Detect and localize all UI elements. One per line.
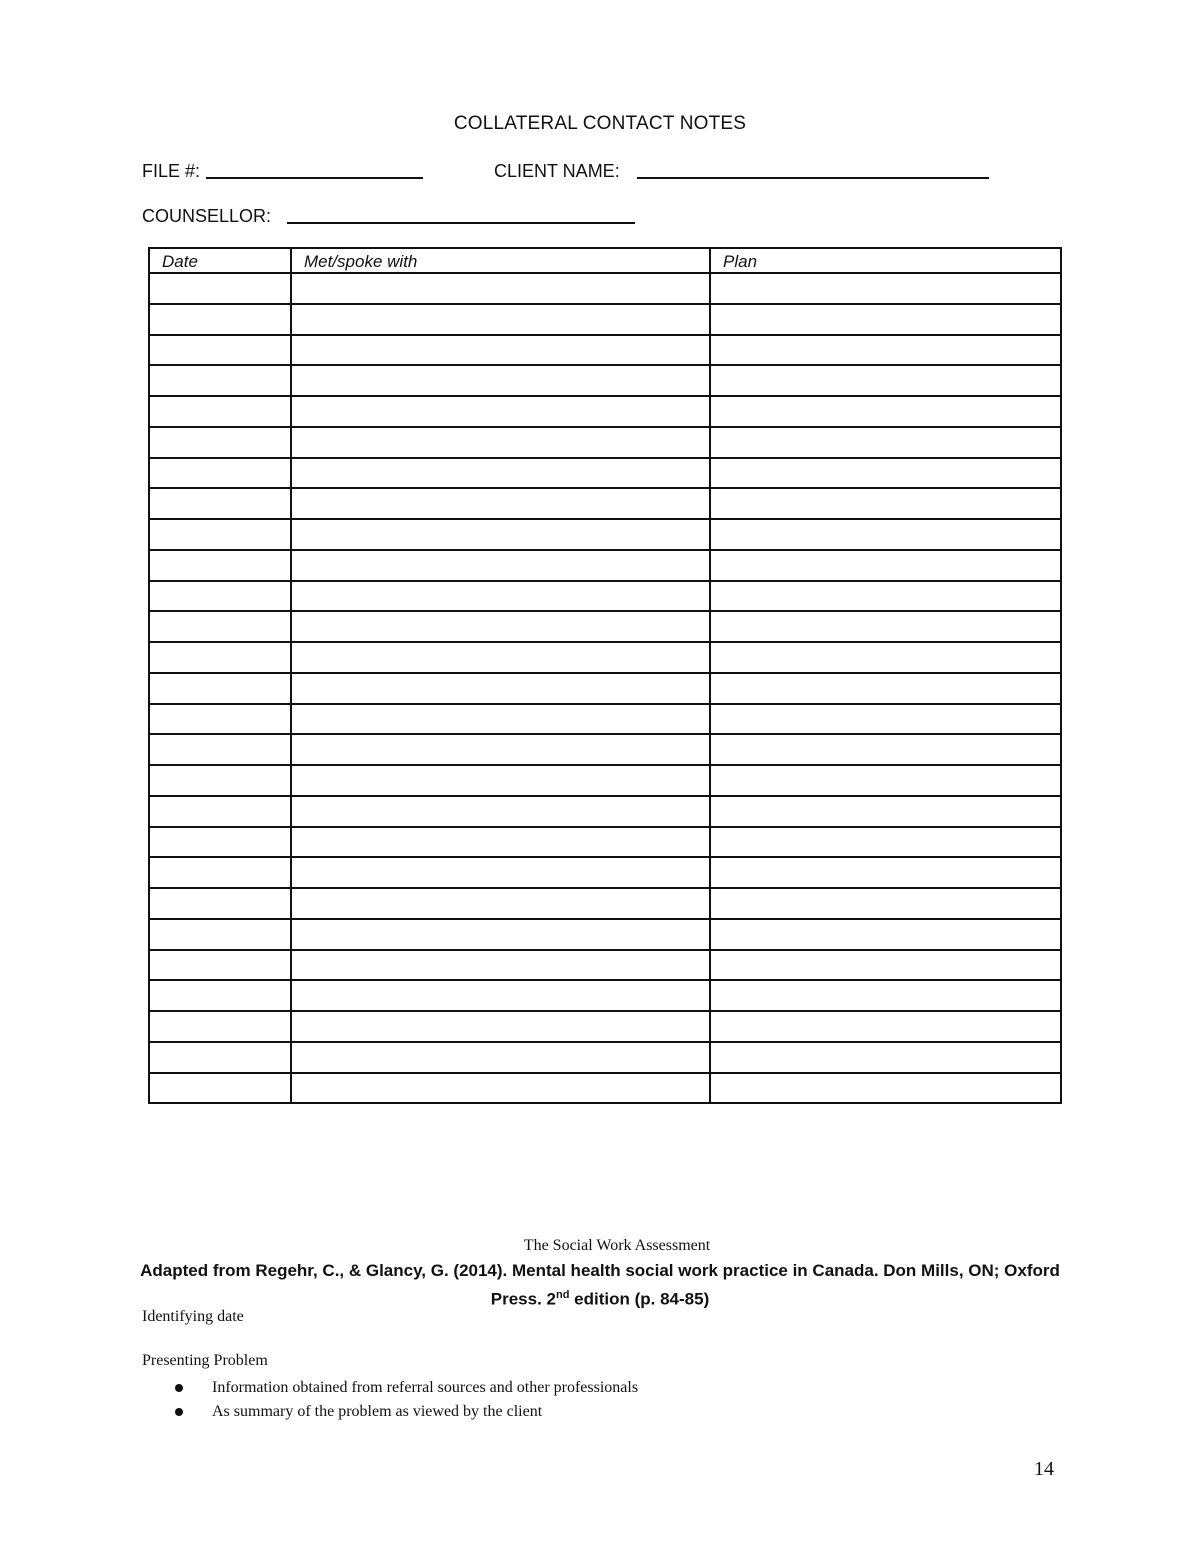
table-row [149,642,1061,673]
met-spoke-with-cell[interactable] [291,734,710,765]
table-row [149,827,1061,858]
column-header-date: Date [149,248,291,273]
list-item-text: As summary of the problem as viewed by the client [212,1403,543,1420]
table-row [149,304,1061,335]
list-item [142,1376,638,1400]
met-spoke-with-cell[interactable] [291,919,710,950]
met-spoke-with-cell[interactable] [291,642,710,673]
file-number-field[interactable] [206,177,423,179]
met-spoke-with-cell[interactable] [291,581,710,612]
date-cell[interactable] [149,919,291,950]
date-cell[interactable] [149,1042,291,1073]
table-row [149,365,1061,396]
client-name-label: CLIENT NAME: [494,161,620,181]
met-spoke-with-cell[interactable] [291,857,710,888]
plan-cell[interactable] [710,765,1061,796]
plan-cell[interactable] [710,611,1061,642]
plan-cell[interactable] [710,1073,1061,1104]
plan-cell[interactable] [710,734,1061,765]
plan-cell[interactable] [710,1042,1061,1073]
date-cell[interactable] [149,611,291,642]
plan-cell[interactable] [710,642,1061,673]
table-body [149,273,1061,1103]
table-row [149,888,1061,919]
form-title: COLLATERAL CONTACT NOTES [453,113,747,134]
date-cell[interactable] [149,673,291,704]
date-cell[interactable] [149,458,291,489]
date-cell[interactable] [149,734,291,765]
citation-superscript: nd [555,1289,570,1301]
met-spoke-with-cell[interactable] [291,888,710,919]
file-number-label: FILE #: [142,161,201,181]
met-spoke-with-cell[interactable] [291,519,710,550]
date-cell[interactable] [149,857,291,888]
date-cell[interactable] [149,427,291,458]
plan-cell[interactable] [710,396,1061,427]
date-cell[interactable] [149,273,291,304]
citation-line-2 [140,1283,1060,1312]
table-row [149,1073,1061,1104]
met-spoke-with-cell[interactable] [291,704,710,735]
contact-notes-table [148,247,1062,1104]
citation-line-1: Adapted from Regehr, C., & Glancy, G. (2014). Mental health social work practice in Canada. Don Mills, ON; Oxford [140,1261,1060,1280]
plan-cell[interactable] [710,888,1061,919]
page-number: 14 [1034,1458,1054,1480]
date-cell[interactable] [149,980,291,1011]
date-cell[interactable] [149,765,291,796]
date-cell[interactable] [149,1011,291,1042]
plan-cell[interactable] [710,273,1061,304]
date-cell[interactable] [149,581,291,612]
date-cell[interactable] [149,642,291,673]
date-cell[interactable] [149,1073,291,1104]
plan-cell[interactable] [710,488,1061,519]
plan-cell[interactable] [710,365,1061,396]
counsellor-label: COUNSELLOR: [142,206,272,226]
presenting-problem-list [142,1376,638,1424]
met-spoke-with-cell[interactable] [291,335,710,366]
plan-cell[interactable] [710,796,1061,827]
citation [140,1258,1060,1312]
plan-cell[interactable] [710,857,1061,888]
plan-cell[interactable] [710,427,1061,458]
table-row [149,396,1061,427]
met-spoke-with-cell[interactable] [291,1042,710,1073]
date-cell[interactable] [149,304,291,335]
met-spoke-with-cell[interactable] [291,796,710,827]
date-cell[interactable] [149,888,291,919]
table-row [149,519,1061,550]
plan-cell[interactable] [710,919,1061,950]
met-spoke-with-cell[interactable] [291,458,710,489]
table-row [149,796,1061,827]
plan-cell[interactable] [710,1011,1061,1042]
table-row [149,273,1061,304]
met-spoke-with-cell[interactable] [291,550,710,581]
date-cell[interactable] [149,704,291,735]
met-spoke-with-cell[interactable] [291,427,710,458]
met-spoke-with-cell[interactable] [291,488,710,519]
table-row [149,581,1061,612]
plan-cell[interactable] [710,304,1061,335]
table-row [149,919,1061,950]
date-cell[interactable] [149,796,291,827]
table-row [149,335,1061,366]
met-spoke-with-cell[interactable] [291,365,710,396]
date-cell[interactable] [149,488,291,519]
citation-line-2-rest: edition (p. 84-85) [569,1289,710,1309]
counsellor-field[interactable] [287,222,635,224]
table-row [149,950,1061,981]
date-cell[interactable] [149,827,291,858]
table-row [149,673,1061,704]
met-spoke-with-cell[interactable] [291,304,710,335]
citation-line-2-text: Press. 2 [490,1289,556,1309]
bullet-icon [175,1408,183,1416]
table-row [149,1011,1061,1042]
met-spoke-with-cell[interactable] [291,765,710,796]
met-spoke-with-cell[interactable] [291,1073,710,1104]
met-spoke-with-cell[interactable] [291,611,710,642]
presenting-problem-heading: Presenting Problem [142,1352,268,1369]
table-row [149,427,1061,458]
date-cell[interactable] [149,365,291,396]
list-item-text: Information obtained from referral sources and other professionals [212,1379,639,1396]
plan-cell[interactable] [710,704,1061,735]
table-row [149,1042,1061,1073]
plan-cell[interactable] [710,519,1061,550]
table-row [149,980,1061,1011]
table-row [149,734,1061,765]
client-name-field[interactable] [637,177,989,179]
plan-cell[interactable] [710,550,1061,581]
date-cell[interactable] [149,550,291,581]
section-title: The Social Work Assessment [523,1237,711,1254]
table-row [149,765,1061,796]
plan-cell[interactable] [710,581,1061,612]
date-cell[interactable] [149,950,291,981]
met-spoke-with-cell[interactable] [291,673,710,704]
plan-cell[interactable] [710,827,1061,858]
plan-cell[interactable] [710,950,1061,981]
table-row [149,704,1061,735]
met-spoke-with-cell[interactable] [291,827,710,858]
met-spoke-with-cell[interactable] [291,396,710,427]
bullet-icon [175,1384,183,1392]
met-spoke-with-cell[interactable] [291,950,710,981]
table-row [149,488,1061,519]
plan-cell[interactable] [710,335,1061,366]
met-spoke-with-cell[interactable] [291,1011,710,1042]
list-item [142,1400,638,1424]
plan-cell[interactable] [710,673,1061,704]
column-header-plan: Plan [710,248,1061,273]
date-cell[interactable] [149,519,291,550]
table-row [149,857,1061,888]
table-row [149,611,1061,642]
met-spoke-with-cell[interactable] [291,273,710,304]
date-cell[interactable] [149,396,291,427]
table-header-row [149,248,1061,273]
date-cell[interactable] [149,335,291,366]
plan-cell[interactable] [710,980,1061,1011]
met-spoke-with-cell[interactable] [291,980,710,1011]
column-header-met-spoke-with: Met/spoke with [291,248,710,273]
identifying-heading: Identifying date [142,1308,244,1325]
table-row [149,458,1061,489]
plan-cell[interactable] [710,458,1061,489]
table-row [149,550,1061,581]
